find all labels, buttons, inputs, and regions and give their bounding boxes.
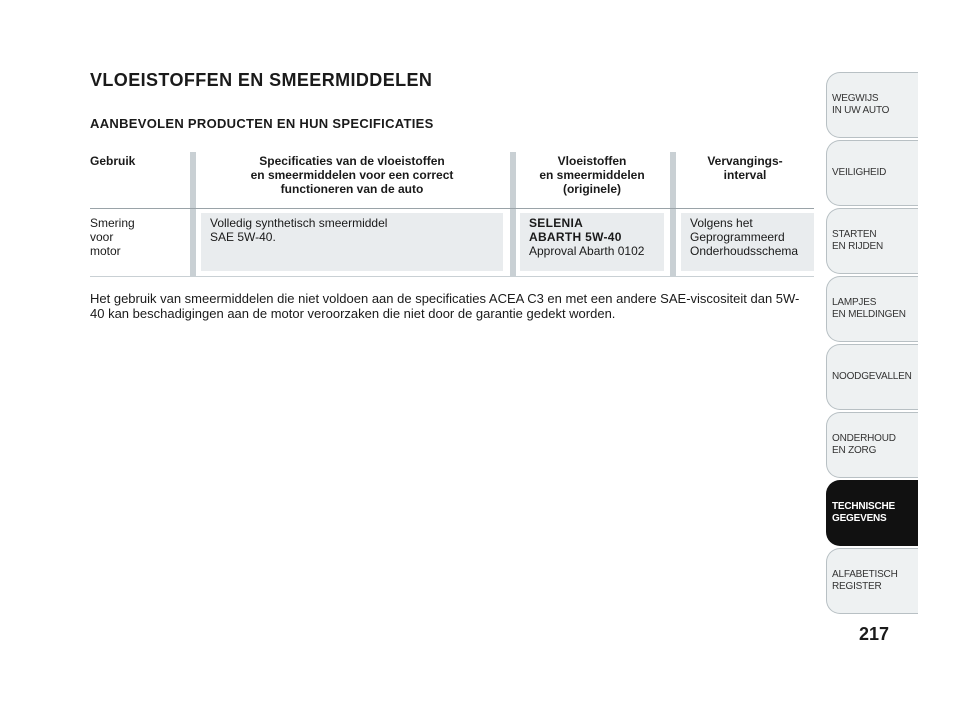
header-fluids: Vloeistoffen en smeermiddelen (originele) [539, 154, 645, 196]
tab-noodgevallen[interactable]: NOODGEVALLEN [826, 344, 918, 410]
header-spec: Specificaties van de vloeistoffen en smeermiddelen voor een correct functioneren van de auto [250, 154, 454, 196]
header-usage: Gebruik [90, 154, 136, 168]
tab-alfabetisch-register[interactable]: ALFABETISCH REGISTER [826, 548, 918, 614]
page-number: 217 [858, 624, 890, 644]
tab-lampjes[interactable]: LAMPJES EN MELDINGEN [826, 276, 918, 342]
tab-veiligheid[interactable]: VEILIGHEID [826, 140, 918, 206]
warning-note: Het gebruik van smeermiddelen die niet voldoen aan de specificaties ACEA C3 en met een andere SAE-viscositeit dan 5W-40 kan beschadigingen aan de motor veroorzaken die niet door de garantie gedekt worden. [90, 291, 800, 321]
header-separator [90, 208, 814, 209]
header-interval: Vervangings- interval [707, 154, 783, 182]
cell-spec: Volledig synthetisch smeermiddel SAE 5W-40. [210, 216, 388, 244]
page-title: VLOEISTOFFEN EN SMEERMIDDELEN [90, 70, 433, 90]
cell-usage: Smering voor motor [90, 216, 135, 258]
cell-interval: Volgens het Geprogrammeerd Onderhoudsschema [690, 216, 799, 258]
cell-fluid [529, 216, 664, 258]
section-subtitle: AANBEVOLEN PRODUCTEN EN HUN SPECIFICATIES [90, 116, 434, 131]
tab-onderhoud[interactable]: ONDERHOUD EN ZORG [826, 412, 918, 478]
table-bottom-line [90, 276, 814, 277]
tab-wegwijs[interactable]: WEGWIJS IN UW AUTO [826, 72, 918, 138]
fluid-approval: Approval Abarth 0102 [529, 244, 645, 258]
fluid-brand: SELENIA ABARTH 5W-40 [529, 216, 622, 244]
tab-technische-gegevens[interactable]: TECHNISCHE GEGEVENS [826, 480, 918, 546]
tab-starten[interactable]: STARTEN EN RIJDEN [826, 208, 918, 274]
